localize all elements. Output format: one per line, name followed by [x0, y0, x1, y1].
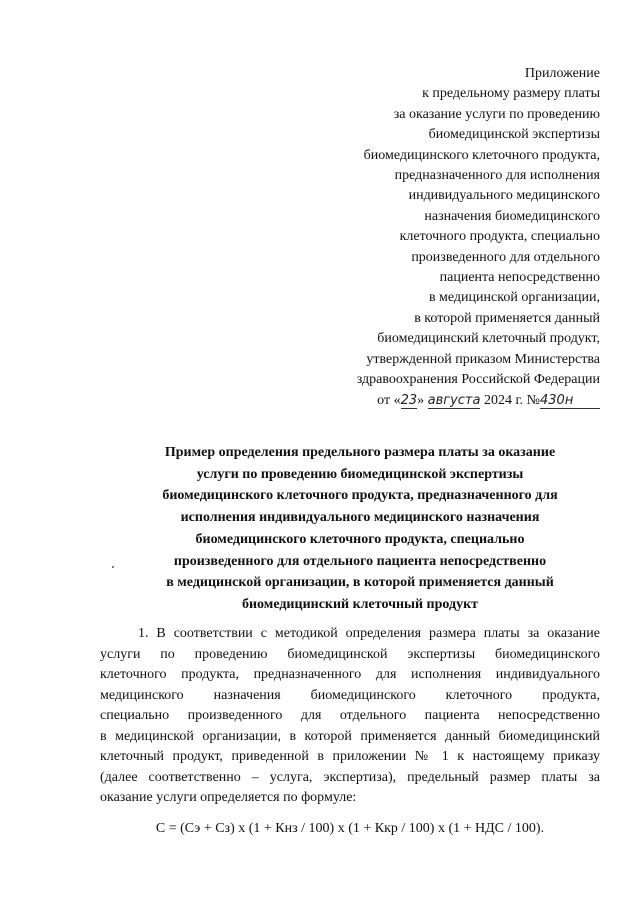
handwritten-day: 23	[400, 392, 418, 408]
approval-date-line	[300, 391, 600, 411]
title-line: биомедицинского клеточного продукта, специально	[195, 531, 525, 547]
paragraph-line: медицинского назначения биомедицинского клеточного продукта,	[100, 687, 600, 703]
paragraph-line: клеточного продукта, предназначенного для исполнения индивидуального	[100, 667, 600, 682]
appendix-line: произведенного для отдельного	[411, 249, 600, 265]
paragraph-1	[100, 624, 600, 809]
appendix-line: Приложение	[524, 66, 600, 81]
title-line: произведенного для отдельного пациента непосредственно	[173, 553, 547, 569]
appendix-line: биомедицинский клеточный продукт,	[377, 331, 600, 347]
date-year: 2024 г. №	[480, 392, 540, 408]
appendix-line: за оказание услуги по проведению	[393, 106, 600, 122]
scan-speck	[112, 566, 114, 568]
date-mid: »	[417, 392, 428, 408]
appendix-line: предназначенного для исполнения	[394, 168, 600, 184]
appendix-line: в медицинской организации,	[428, 290, 600, 306]
title-line: Пример определения предельного размера платы за оказание	[164, 445, 556, 460]
paragraph-line: услуги по проведению биомедицинской экспертизы биомедицинского	[100, 646, 600, 662]
appendix-line: индивидуального медицинского	[408, 188, 600, 204]
paragraph-line: специально произведенного для отдельного пациента непосредственно	[100, 708, 600, 723]
appendix-line: утвержденной приказом Министерства	[366, 351, 600, 367]
appendix-line: клеточного продукта, специально	[399, 229, 600, 245]
appendix-line: к предельному размеру платы	[422, 86, 600, 102]
paragraph-line: в медицинской организации, в которой применяется данный биомедицинский	[100, 728, 600, 744]
date-prefix: от «	[377, 392, 401, 408]
title-line: исполнения индивидуального медицинского назначения	[180, 510, 540, 526]
appendix-line: назначения биомедицинского	[424, 208, 600, 224]
paragraph-line: клеточный продукт, приведенной в приложении № 1 к настоящему приказу	[100, 749, 600, 764]
fee-formula: С = (Сэ + Сз) х (1 + Кнз / 100) х (1 + Ккр / 100) х (1 + НДС / 100).	[155, 821, 545, 836]
handwritten-month: августа	[427, 392, 481, 408]
document-title	[120, 442, 600, 616]
title-line: в медицинской организации, в которой применяется данный	[166, 575, 554, 591]
title-line: биомедицинский клеточный продукт	[241, 596, 479, 612]
appendix-line: биомедицинского клеточного продукта,	[363, 147, 600, 163]
handwritten-order-number: 430н	[540, 393, 600, 409]
appendix-line: пациента непосредственно	[439, 270, 600, 286]
paragraph-line: оказание услуги определяется по формуле:	[100, 790, 357, 805]
appendix-line: в которой применяется данный	[414, 310, 600, 326]
paragraph-line: 1. В соответствии с методикой определения размера платы за оказание	[138, 626, 600, 641]
appendix-line: биомедицинской экспертизы	[428, 127, 600, 143]
appendix-header	[300, 64, 600, 411]
appendix-line: здравоохранения Российской Федерации	[356, 372, 600, 388]
title-line: биомедицинского клеточного продукта, предназначенного для	[162, 488, 558, 504]
title-line: услуги по проведению биомедицинской экспертизы	[196, 466, 524, 482]
paragraph-line: (далее соответственно – услуга, экспертиза), предельный размер платы за	[100, 769, 600, 785]
